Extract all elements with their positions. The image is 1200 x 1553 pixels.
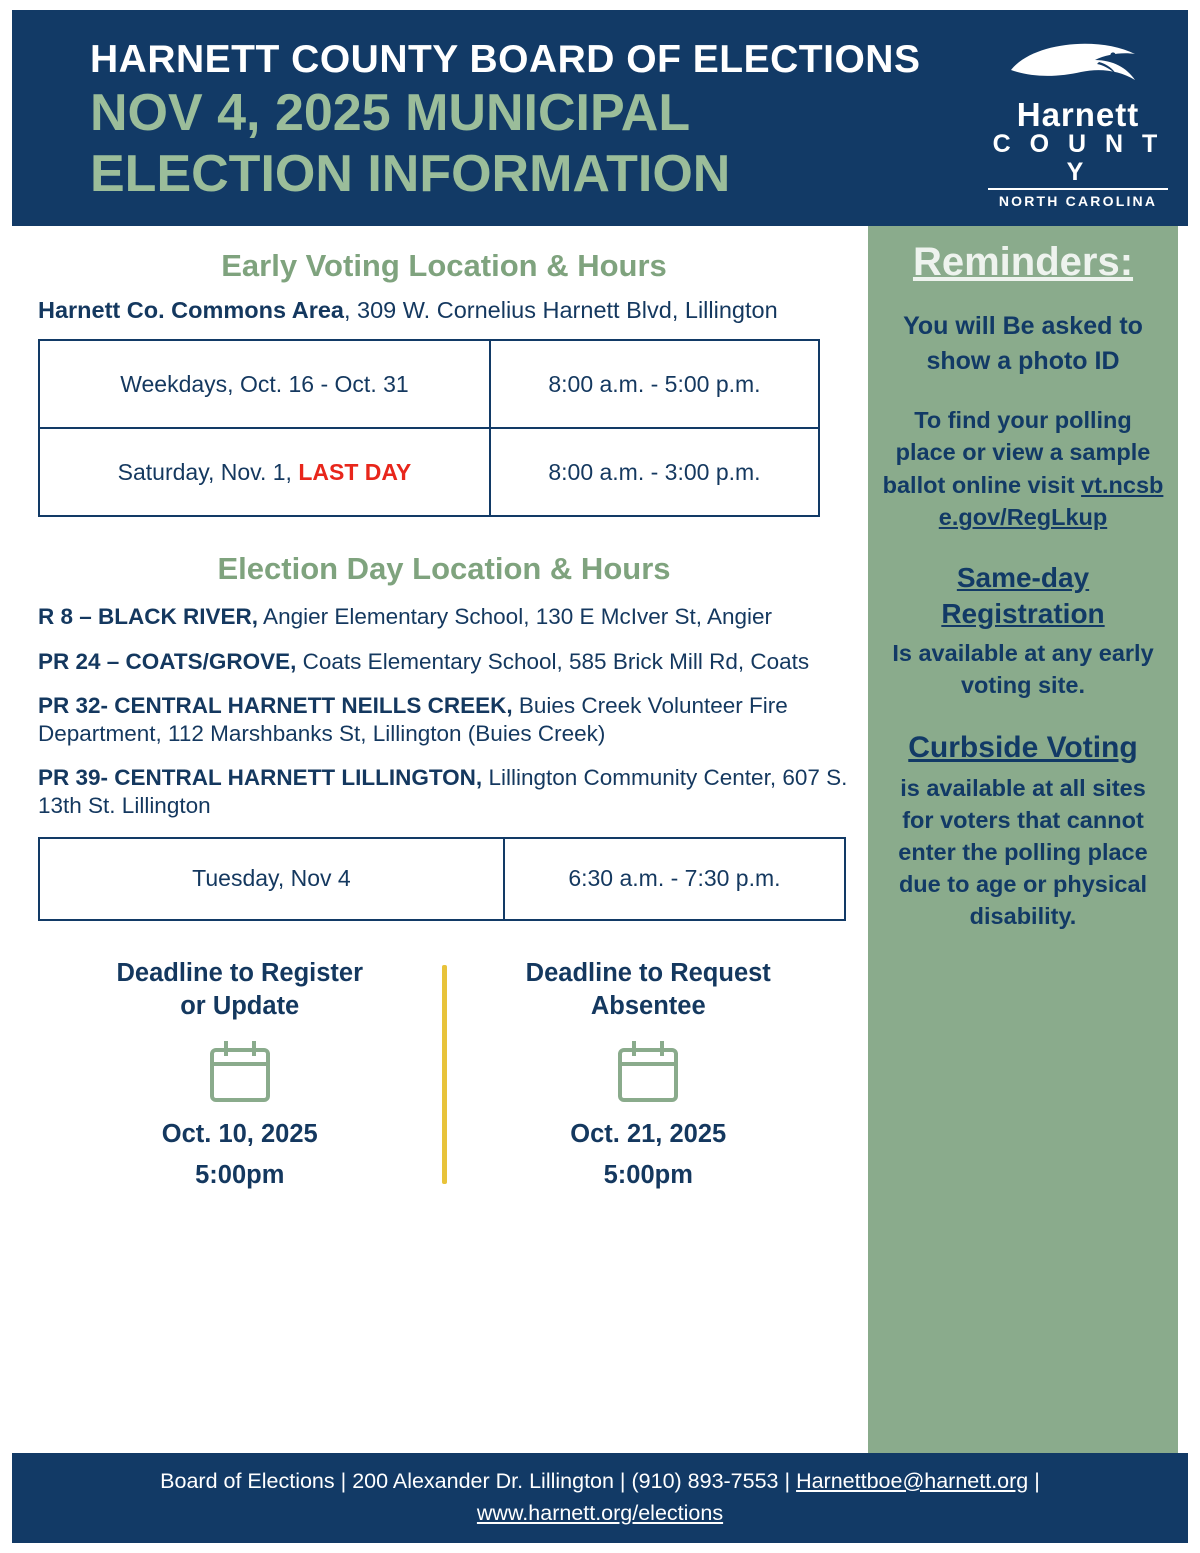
curbside-heading: Curbside Voting [908,731,1138,765]
logo-county: C O U N T Y [992,130,1164,186]
election-day-date: Tuesday, Nov 4 [39,838,504,920]
precinct-address: Buies Creek Volunteer Fire Department, 112 Marshbanks St, Lillington (Buies Creek) [38,693,788,746]
harnett-county-logo [988,24,1168,209]
footer-address: | 200 Alexander Dr. Lillington | (910) 893-7553 | [340,1468,791,1493]
early-voting-location-name: Harnett Co. Commons Area [38,297,344,323]
precinct-code: PR 24 – COATS/GROVE, [38,648,297,674]
table-row [39,428,819,516]
deadline-register-title-line1: Deadline to Register [116,958,364,987]
main-content-column [12,226,868,1453]
precinct-code: PR 32- CENTRAL HARNETT NEILLS CREEK, [38,693,513,719]
voter-lookup-link[interactable]: vt.ncsbe.gov/RegLkup [938,471,1164,531]
early-voting-heading: Early Voting Location & Hours [221,248,667,283]
footer-email-link[interactable]: Harnettboe@harnett.org [796,1468,1029,1493]
precinct-address: Angier Elementary School, 130 E McIver St, Angier [258,604,773,630]
curbside-text: is available at all sites for voters that cannot enter the polling place due to age or physical disability. [898,775,1148,930]
early-voting-hours-table [38,339,820,517]
footer-pipe: | [1034,1468,1040,1493]
photo-id-reminder: You will Be asked to show a photo ID [903,312,1143,375]
deadline-register-time: 5:00pm [195,1161,285,1190]
precinct-address: Coats Elementary School, 585 Brick Mill Rd, Coats [296,648,810,674]
logo-state: NORTH CAROLINA [988,188,1168,209]
deadline-absentee-time: 5:00pm [603,1161,693,1190]
precinct-item [38,764,850,819]
curbside-voting-block [882,728,1164,933]
deadline-register-date: Oct. 10, 2025 [161,1120,318,1149]
calendar-icon [206,1038,274,1106]
reminders-heading: Reminders: [912,240,1134,284]
early-voting-location-address: , 309 W. Cornelius Harnett Blvd, Lillington [343,297,778,323]
same-day-heading-line1: Same-day [956,561,1090,593]
reminders-sidebar [868,226,1178,1453]
calendar-icon [614,1038,682,1106]
footer-office: Board of Elections [160,1468,335,1493]
precinct-item [38,603,850,630]
same-day-registration-block [882,560,1164,703]
early-voting-days-1: Weekdays, Oct. 16 - Oct. 31 [39,340,490,428]
table-row [39,340,819,428]
deadline-register-title-line2: or Update [180,991,300,1020]
same-day-text: Is available at any early voting site. [892,640,1154,699]
same-day-heading-line2: Registration [941,598,1105,630]
deadline-absentee-title-line1: Deadline to Request [525,958,771,987]
election-day-hours-table [38,837,846,921]
page-subtitle-line1: NOV 4, 2025 MUNICIPAL [90,83,691,142]
page-footer [12,1453,1188,1544]
precinct-code: PR 39- CENTRAL HARNETT LILLINGTON, [38,765,483,791]
deadline-absentee-title-line2: Absentee [590,991,706,1020]
hawk-icon [1003,40,1153,96]
early-voting-days-2 [39,428,490,516]
election-day-hours: 6:30 a.m. - 7:30 p.m. [504,838,845,920]
precinct-address: Lillington Community Center, 607 S. 13th St. Lillington [38,765,848,818]
table-row [39,838,845,920]
header-title-block [32,24,988,203]
logo-name: Harnett [1016,96,1140,133]
deadlines-section [38,957,850,1190]
early-voting-hours-2: 8:00 a.m. - 3:00 p.m. [490,428,819,516]
page-header [12,10,1188,226]
content-area [12,226,1188,1453]
page-title: HARNETT COUNTY BOARD OF ELECTIONS [90,38,921,81]
footer-website-link[interactable]: www.harnett.org/elections [476,1500,724,1525]
last-day-badge: LAST DAY [298,458,412,485]
deadline-register [38,957,442,1190]
page-subtitle-line2: ELECTION INFORMATION [90,145,731,204]
early-voting-location [38,294,850,327]
precinct-item [38,648,850,675]
election-day-heading: Election Day Location & Hours [217,551,671,587]
early-voting-days-2-text: Saturday, Nov. 1, [117,458,299,485]
polling-place-text: To find your polling place or view a sample ballot online visit [882,407,1151,498]
polling-place-reminder [882,404,1164,534]
precinct-code: R 8 – BLACK RIVER, [38,604,259,630]
precinct-item [38,692,850,747]
early-voting-hours-1: 8:00 a.m. - 5:00 p.m. [490,340,819,428]
deadline-absentee [447,957,851,1190]
deadline-absentee-date: Oct. 21, 2025 [570,1120,727,1149]
